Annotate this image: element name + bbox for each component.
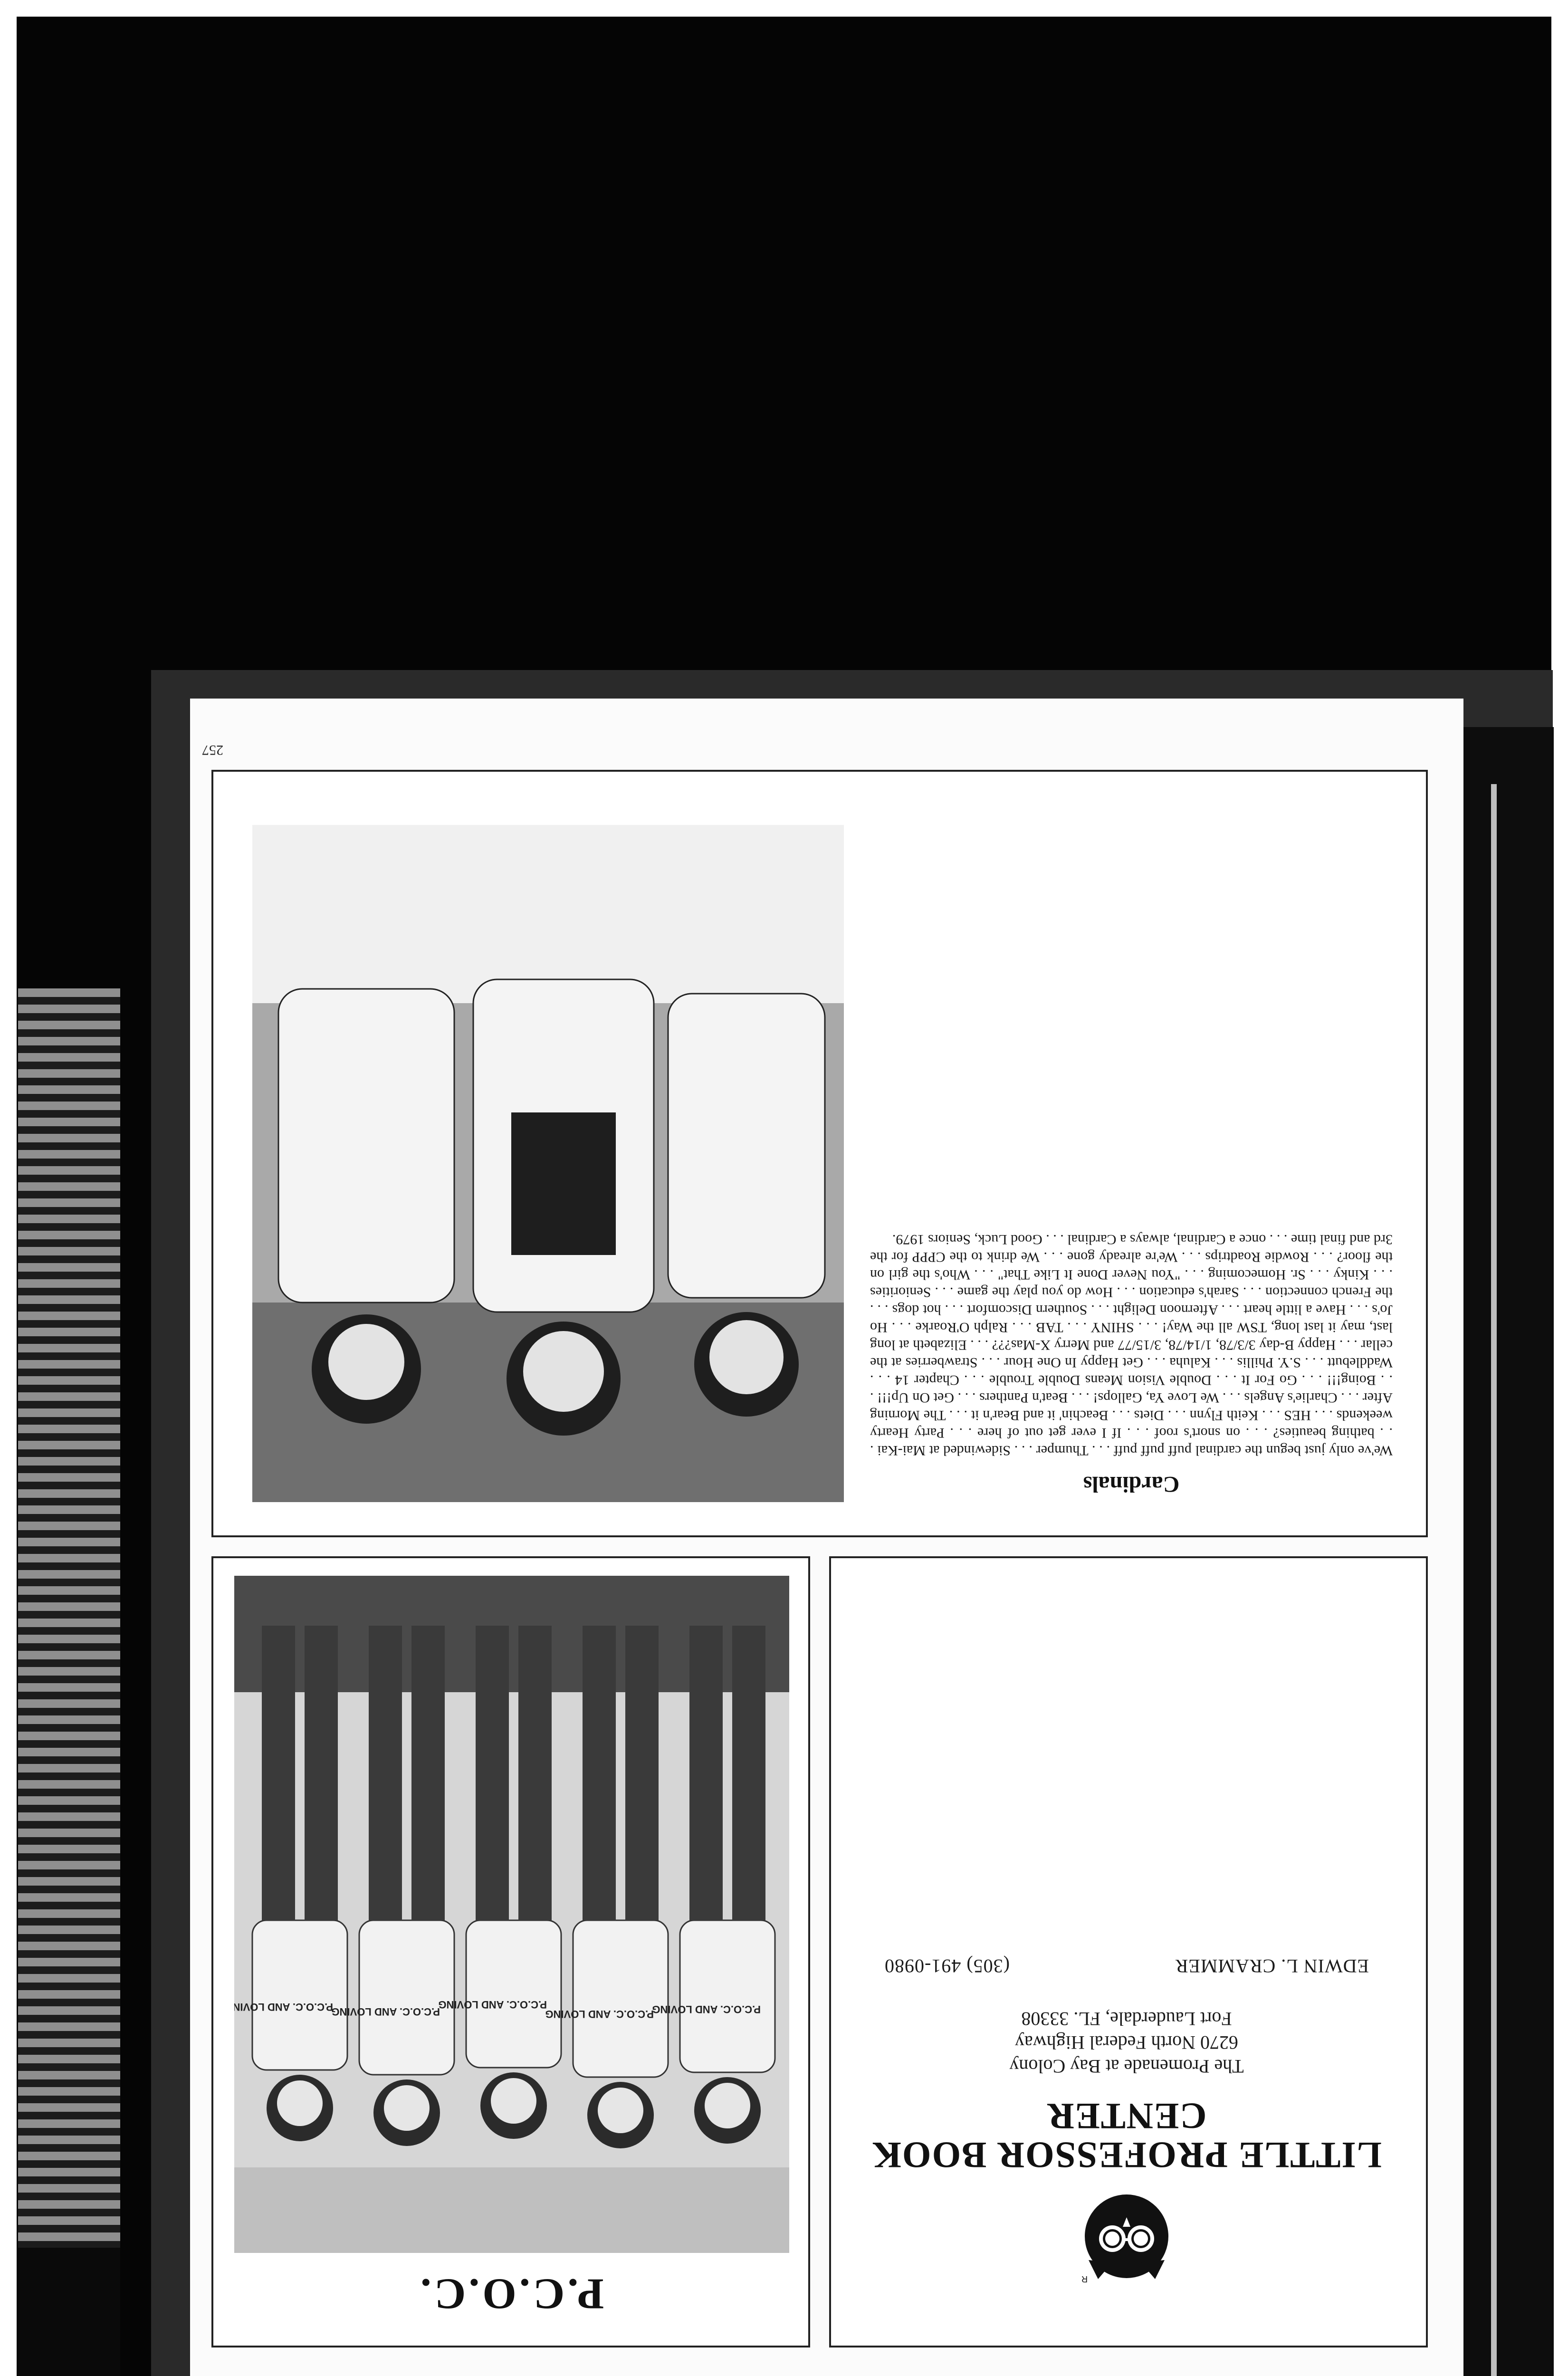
shirt-text: P.C.O.C. AND LOVING bbox=[545, 2008, 654, 2020]
cardinals-body-text: We've only just begun the cardinal puff puff puff . . . Thumper . . . Sidewinded at Mai-Kai . . . bathing beauties? . . . on snort's roof . . . If I ever get out of here . . . Party Hearty weekends . . . HES . . . Keith Flynn . . . Diets . . . Beachin' it and Bear'n it . . . The Morning After . . . Charlie's Angels . . . We Love Ya, Gallops! . . . Beat'n Panthers . . . Get On Up!!! . . . Boing!!! . . . Go For It . . . Double Vision Means Double Trouble . . . Chapter 14 . . . Waddlebutt . . . S.Y. Phillis . . . Kaluha . . . Get Happy In One Hour . . . Strawberries at the cellar . . . Happy B-day 3/3/78, 1/14/78, 3/15/77 and Merry X-Mas??? . . . Elizabeth at long last, may it last long, TSW all the Way! . . . SHINY . . . TAB . . . Ralph O'Roarke . . . Ho Jo's . . . Have a little heart . . . Afternoon Delight . . . Southern Discomfort . . . hot dogs . . . the French connection . . . Sarah's education . . . How do you play the game . . . Seniorities . . . Kinky . . . Sr. Homecoming . . . "You Never Done It Like That" . . . Who's the girl on the floor? . . . Rowdie Roadtrips . . . We're already gone . . . We drink to the CPPP for the 3rd and final time . . . once a Cardinal, always a Cardinal . . . Good Luck, Seniors 1979. bbox=[870, 1232, 1393, 1458]
ad-address-line: The Promenade at Bay Colony bbox=[1009, 2056, 1244, 2077]
ad-phone: (305) 491-0980 bbox=[884, 1955, 1010, 1977]
cardinals-panel bbox=[211, 770, 1428, 1537]
pcoc-panel bbox=[211, 1556, 810, 2347]
ad-address-line: 6270 North Federal Highway bbox=[1015, 2032, 1238, 2053]
ad-title: LITTLE PROFESSOR BOOK CENTER bbox=[871, 2096, 1382, 2176]
owl-logo-svg bbox=[1079, 2189, 1174, 2289]
scan-margin-right bbox=[1551, 0, 1568, 2376]
pcoc-title: P.C.O.C. bbox=[417, 2270, 604, 2319]
ad-contact-name: EDWIN L. CRAMMER bbox=[1175, 1955, 1369, 1977]
ad-contact-row bbox=[884, 1955, 1369, 1977]
owl-with-glasses-logo-icon bbox=[1079, 2189, 1174, 2289]
shirt-text: P.C.O.C. AND LOVING bbox=[438, 1999, 547, 2011]
shirt-text: P.C.O.C. AND LOVING bbox=[331, 2006, 440, 2018]
cardinals-title: Cardinals bbox=[1083, 1472, 1180, 1497]
page-number: 257 bbox=[202, 742, 223, 758]
binding-stripes bbox=[18, 988, 120, 2248]
shirt-text: P.C.O.C. AND LOVING bbox=[234, 2001, 333, 2013]
shirt-text: P.C.O.C. AND LOVING bbox=[652, 2003, 761, 2015]
pcoc-photo-svg bbox=[234, 1576, 789, 2253]
cover-right-rule bbox=[1491, 784, 1497, 2376]
cardinals-photo-svg bbox=[252, 825, 844, 1502]
binding-dark-edge bbox=[18, 2248, 120, 2376]
pcoc-group-photo bbox=[234, 1576, 789, 2253]
ad-address-line: Fort Lauderdale, FL. 33308 bbox=[1021, 2008, 1232, 2030]
little-professor-ad bbox=[829, 1556, 1428, 2347]
scan-margin-top bbox=[0, 0, 1568, 17]
scan-margin-left bbox=[0, 0, 17, 2376]
registered-mark: R bbox=[1081, 2274, 1088, 2284]
yearbook-page bbox=[190, 699, 1463, 2376]
cardinals-group-photo bbox=[252, 825, 844, 1502]
